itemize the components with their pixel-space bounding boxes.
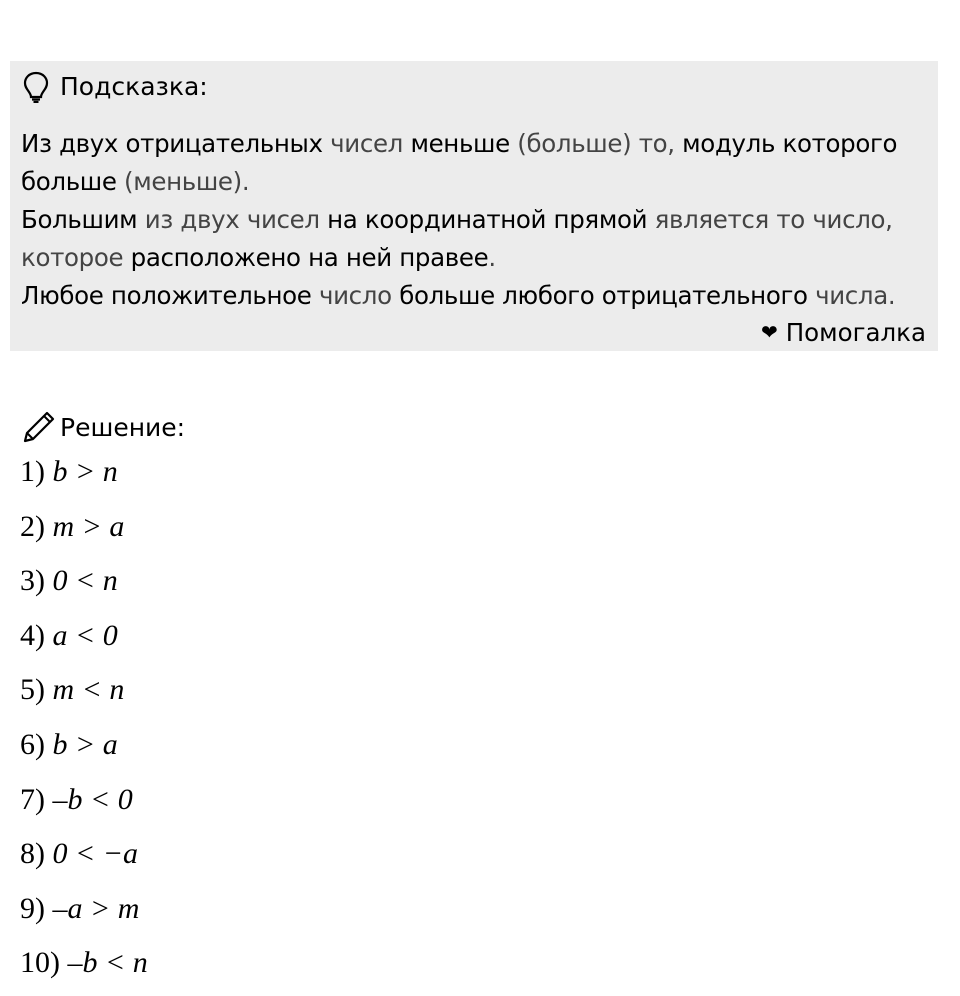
hint-line [21, 201, 933, 239]
hint-line [21, 277, 933, 315]
answer-expression: a < 0 [52, 618, 118, 652]
answer-item [20, 832, 148, 887]
hint-emphasis: больше любого отрицательного [399, 281, 808, 310]
hint-box [10, 61, 938, 351]
answer-item [20, 778, 148, 833]
hint-text: числа. [807, 281, 896, 310]
answer-list [20, 450, 148, 996]
answer-expression: 0 < n [52, 564, 118, 598]
answer-number: 5) [20, 673, 45, 707]
answer-expression: b > a [52, 727, 118, 761]
hint-emphasis: расположено на ней правее [130, 243, 489, 272]
hint-text: которое [21, 243, 131, 272]
hint-emphasis: на координатной прямой [327, 205, 648, 234]
hint-emphasis: Любое положительное [21, 281, 312, 310]
answer-item [20, 668, 148, 723]
answer-item [20, 559, 148, 614]
answer-expression: m > a [52, 509, 125, 543]
answer-number: 4) [20, 618, 45, 652]
answer-expression: –a > m [52, 891, 140, 925]
hint-text: чисел [322, 129, 411, 158]
credit[interactable] [761, 315, 926, 349]
answer-item [20, 941, 148, 996]
answer-item [20, 450, 148, 505]
answer-number: 6) [20, 727, 45, 761]
lightbulb-icon [22, 71, 50, 103]
hint-emphasis: Большим [21, 205, 138, 234]
answer-expression: b > n [52, 455, 118, 488]
hint-title: Подсказка: [60, 72, 208, 101]
hint-emphasis: больше [21, 167, 117, 196]
answer-number: 2) [20, 509, 45, 543]
credit-label: Помогалка [785, 317, 926, 347]
answer-number: 8) [20, 837, 45, 871]
hint-text: (меньше). [116, 167, 250, 196]
hint-line [21, 125, 933, 163]
answer-item [20, 887, 148, 942]
answer-number: 10) [20, 946, 60, 980]
answer-expression: –b < n [67, 946, 148, 980]
answer-number: 1) [20, 455, 45, 488]
answer-expression: 0 < −a [52, 837, 138, 871]
hint-emphasis: меньше [410, 129, 510, 158]
solution-title: Решение: [60, 412, 186, 442]
hint-text: число [311, 281, 400, 310]
hint-text: из двух чисел [137, 205, 328, 234]
solution-header [22, 409, 185, 445]
hint-emphasis: модуль которого [682, 129, 898, 158]
hint-text: является то число, [647, 205, 893, 234]
answer-number: 3) [20, 564, 45, 598]
heart-icon: ❤ [760, 320, 778, 344]
answer-item [20, 723, 148, 778]
answer-number: 7) [20, 782, 45, 816]
hint-line [21, 163, 933, 201]
hint-text: . [488, 243, 496, 272]
hint-text: (больше) то, [509, 129, 683, 158]
answer-expression: m < n [52, 673, 125, 707]
hint-header [22, 70, 208, 104]
answer-expression: –b < 0 [52, 782, 133, 816]
pencil-icon [22, 410, 56, 444]
hint-body [21, 125, 933, 315]
answer-number: 9) [20, 891, 45, 925]
answer-item [20, 614, 148, 669]
hint-emphasis: Из двух отрицательных [21, 129, 323, 158]
hint-line [21, 239, 933, 277]
answer-item [20, 505, 148, 560]
